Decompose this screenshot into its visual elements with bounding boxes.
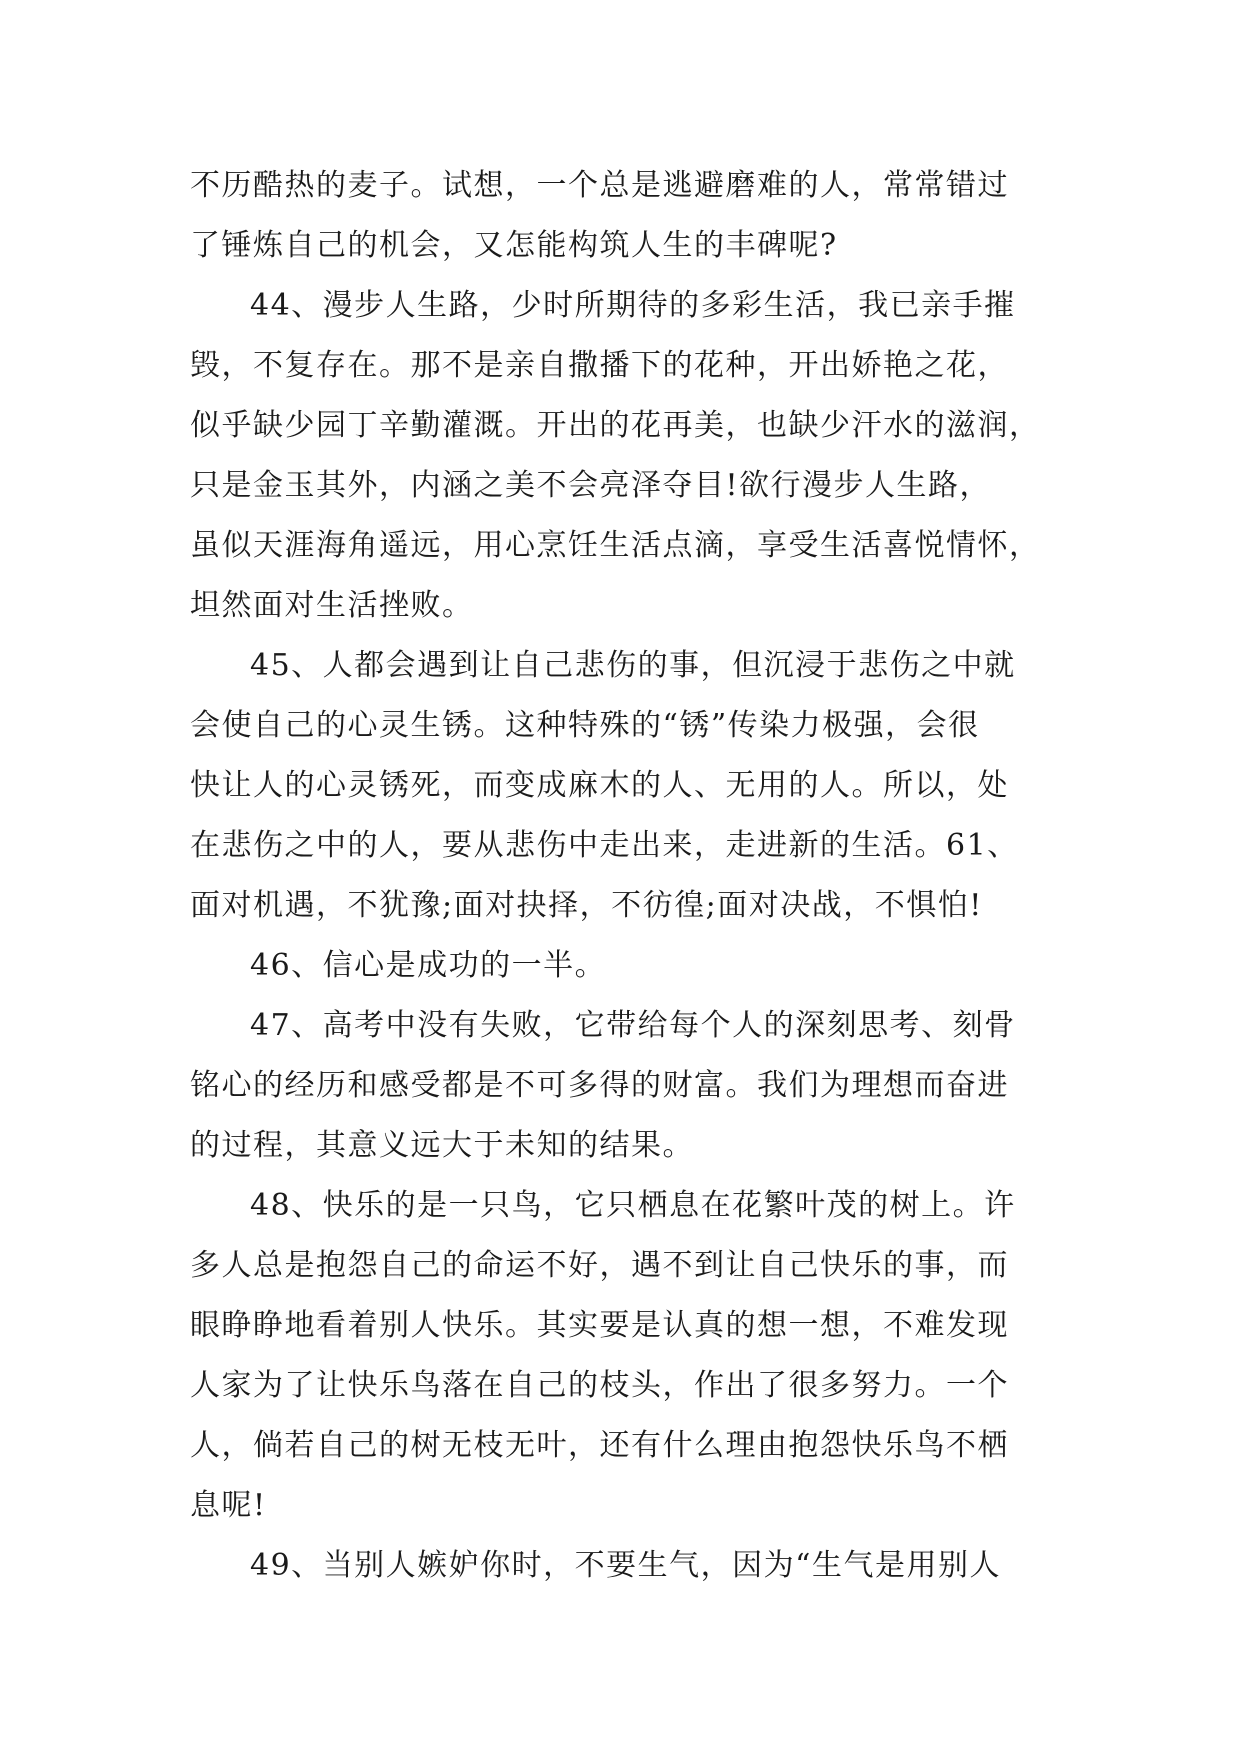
text-line: 铭心的经历和感受都是不可多得的财富。我们为理想而奋进 [190,1068,1009,1103]
text-line: 46、信心是成功的一半。 [250,948,607,983]
text-line: 了锤炼自己的机会，又怎能构筑人生的丰碑呢? [190,228,838,263]
text-line: 人，倘若自己的树无枝无叶，还有什么理由抱怨快乐鸟不栖 [190,1428,1009,1463]
text-line: 面对机遇，不犹豫;面对抉择，不彷徨;面对决战，不惧怕! [190,888,983,923]
text-line: 47、高考中没有失败，它带给每个人的深刻思考、刻骨 [250,1008,1016,1043]
text-line: 44、漫步人生路，少时所期待的多彩生活，我已亲手摧 [250,288,1016,323]
text-line: 息呢! [190,1488,267,1523]
text-line: 虽似天涯海角遥远，用心烹饪生活点滴，享受生活喜悦情怀， [190,528,1041,563]
text-line: 只是金玉其外，内涵之美不会亮泽夺目!欲行漫步人生路， [190,468,992,503]
text-line: 人家为了让快乐鸟落在自己的枝头，作出了很多努力。一个 [190,1368,1009,1403]
text-line: 似乎缺少园丁辛勤灌溉。开出的花再美，也缺少汗水的滋润， [190,408,1041,443]
text-line: 毁，不复存在。那不是亲自撒播下的花种，开出娇艳之花， [190,348,1009,383]
text-line: 多人总是抱怨自己的命运不好，遇不到让自己快乐的事，而 [190,1248,1009,1283]
text-line: 在悲伤之中的人，要从悲伤中走出来，走进新的生活。61、 [190,828,1019,863]
text-line: 会使自己的心灵生锈。这种特殊的“锈”传染力极强，会很 [190,708,980,743]
text-line: 的过程，其意义远大于未知的结果。 [190,1128,694,1163]
text-line: 坦然面对生活挫败。 [190,588,474,623]
text-line: 48、快乐的是一只鸟，它只栖息在花繁叶茂的树上。许 [250,1188,1016,1223]
text-line: 45、人都会遇到让自己悲伤的事，但沉浸于悲伤之中就 [250,648,1016,683]
text-line: 快让人的心灵锈死，而变成麻木的人、无用的人。所以，处 [190,768,1009,803]
text-line: 49、当别人嫉妒你时，不要生气，因为“生气是用别人 [250,1548,1002,1583]
text-line: 眼睁睁地看着别人快乐。其实要是认真的想一想，不难发现 [190,1308,1009,1343]
text-line: 不历酷热的麦子。试想，一个总是逃避磨难的人，常常错过 [190,168,1009,203]
